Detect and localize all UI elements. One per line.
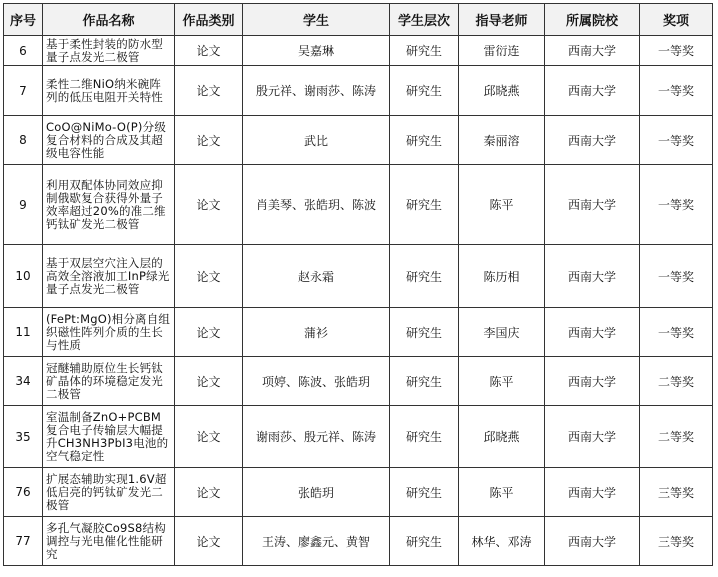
- cell-students: 张皓玥: [243, 468, 390, 517]
- cell-no: 35: [4, 406, 43, 468]
- cell-title: CoO@NiMo-O(P)分级复合材料的合成及其超级电容性能: [43, 116, 175, 165]
- header-row: [4, 4, 713, 36]
- cell-students: 肖美琴、张皓玥、陈波: [243, 165, 390, 245]
- cell-category: 论文: [175, 245, 243, 308]
- cell-school: 西南大学: [545, 116, 640, 165]
- table-row: [4, 468, 713, 517]
- awards-table: [3, 3, 713, 566]
- cell-school: 西南大学: [545, 245, 640, 308]
- cell-students: 谢雨莎、殷元祥、陈涛: [243, 406, 390, 468]
- cell-category: 论文: [175, 36, 243, 66]
- table-row: [4, 165, 713, 245]
- cell-no: 9: [4, 165, 43, 245]
- table-row: [4, 66, 713, 116]
- table-row: [4, 517, 713, 566]
- cell-no: 77: [4, 517, 43, 566]
- cell-students: 殷元祥、谢雨莎、陈涛: [243, 66, 390, 116]
- cell-no: 10: [4, 245, 43, 308]
- cell-school: 西南大学: [545, 66, 640, 116]
- cell-advisor: 雷衍连: [459, 36, 545, 66]
- cell-title: 室温制备ZnO+PCBM复合电子传输层大幅提升CH3NH3PbI3电池的空气稳定性: [43, 406, 175, 468]
- cell-level: 研究生: [390, 36, 459, 66]
- table-row: [4, 406, 713, 468]
- header-level: 学生层次: [390, 4, 459, 36]
- cell-advisor: 陈平: [459, 468, 545, 517]
- cell-award: 一等奖: [640, 66, 713, 116]
- cell-school: 西南大学: [545, 468, 640, 517]
- cell-category: 论文: [175, 165, 243, 245]
- cell-advisor: 秦丽溶: [459, 116, 545, 165]
- table-row: [4, 308, 713, 357]
- cell-title: 扩展态辅助实现1.6V超低启亮的钙钛矿发光二极管: [43, 468, 175, 517]
- header-no: 序号: [4, 4, 43, 36]
- cell-award: 一等奖: [640, 245, 713, 308]
- cell-level: 研究生: [390, 66, 459, 116]
- cell-students: 蒲衫: [243, 308, 390, 357]
- cell-award: 一等奖: [640, 116, 713, 165]
- cell-award: 一等奖: [640, 36, 713, 66]
- cell-no: 11: [4, 308, 43, 357]
- header-award: 奖项: [640, 4, 713, 36]
- cell-title: (FePt:MgO)相分离自组织磁性阵列介质的生长与性质: [43, 308, 175, 357]
- cell-students: 项婷、陈波、张皓玥: [243, 357, 390, 406]
- cell-award: 一等奖: [640, 308, 713, 357]
- header-advisor: 指导老师: [459, 4, 545, 36]
- cell-title: 利用双配体协同效应抑制俄歇复合获得外量子效率超过20%的准二维钙钛矿发光二极管: [43, 165, 175, 245]
- cell-students: 赵永霜: [243, 245, 390, 308]
- table-row: [4, 116, 713, 165]
- cell-category: 论文: [175, 308, 243, 357]
- cell-award: 二等奖: [640, 357, 713, 406]
- cell-advisor: 李国庆: [459, 308, 545, 357]
- cell-title: 基于柔性封装的防水型量子点发光二极管: [43, 36, 175, 66]
- cell-level: 研究生: [390, 165, 459, 245]
- header-students: 学生: [243, 4, 390, 36]
- table-row: [4, 245, 713, 308]
- cell-no: 8: [4, 116, 43, 165]
- cell-category: 论文: [175, 116, 243, 165]
- cell-level: 研究生: [390, 116, 459, 165]
- cell-advisor: 邱晓燕: [459, 66, 545, 116]
- cell-level: 研究生: [390, 517, 459, 566]
- table-row: [4, 36, 713, 66]
- header-category: 作品类别: [175, 4, 243, 36]
- cell-category: 论文: [175, 66, 243, 116]
- cell-category: 论文: [175, 406, 243, 468]
- cell-school: 西南大学: [545, 517, 640, 566]
- cell-no: 7: [4, 66, 43, 116]
- cell-advisor: 林华、邓涛: [459, 517, 545, 566]
- cell-school: 西南大学: [545, 357, 640, 406]
- cell-award: 三等奖: [640, 517, 713, 566]
- awards-table-container: [3, 3, 713, 566]
- cell-level: 研究生: [390, 357, 459, 406]
- cell-level: 研究生: [390, 468, 459, 517]
- cell-no: 76: [4, 468, 43, 517]
- cell-title: 柔性二维NiO纳米碗阵列的低压电阻开关特性: [43, 66, 175, 116]
- cell-advisor: 陈平: [459, 357, 545, 406]
- cell-advisor: 邱晓燕: [459, 406, 545, 468]
- cell-award: 一等奖: [640, 165, 713, 245]
- header-title: 作品名称: [43, 4, 175, 36]
- cell-category: 论文: [175, 357, 243, 406]
- cell-advisor: 陈平: [459, 165, 545, 245]
- table-row: [4, 357, 713, 406]
- cell-students: 王涛、廖鑫元、黄智: [243, 517, 390, 566]
- cell-level: 研究生: [390, 245, 459, 308]
- cell-award: 三等奖: [640, 468, 713, 517]
- cell-level: 研究生: [390, 406, 459, 468]
- cell-category: 论文: [175, 468, 243, 517]
- cell-students: 吴嘉琳: [243, 36, 390, 66]
- cell-school: 西南大学: [545, 406, 640, 468]
- cell-advisor: 陈历相: [459, 245, 545, 308]
- cell-category: 论文: [175, 517, 243, 566]
- cell-level: 研究生: [390, 308, 459, 357]
- cell-school: 西南大学: [545, 308, 640, 357]
- cell-no: 6: [4, 36, 43, 66]
- cell-title: 冠醚辅助原位生长钙钛矿晶体的环境稳定发光二极管: [43, 357, 175, 406]
- cell-no: 34: [4, 357, 43, 406]
- cell-title: 基于双层空穴注入层的高效全溶液加工InP绿光量子点发光二极管: [43, 245, 175, 308]
- header-school: 所属院校: [545, 4, 640, 36]
- cell-school: 西南大学: [545, 36, 640, 66]
- cell-title: 多孔气凝胶Co9S8结构调控与光电催化性能研究: [43, 517, 175, 566]
- cell-school: 西南大学: [545, 165, 640, 245]
- cell-award: 二等奖: [640, 406, 713, 468]
- cell-students: 武比: [243, 116, 390, 165]
